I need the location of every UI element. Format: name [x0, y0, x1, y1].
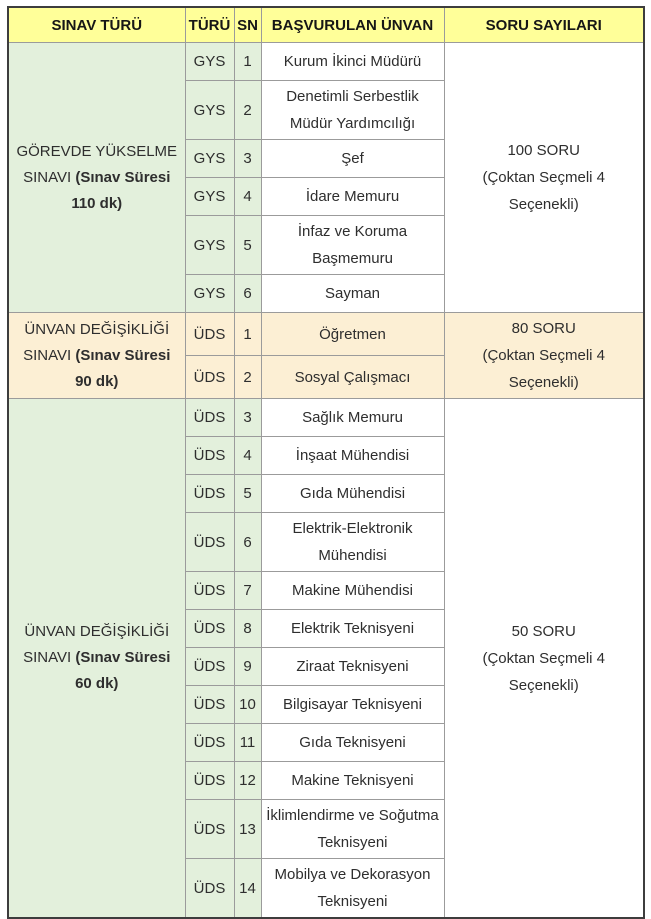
row-number-cell: 4: [234, 178, 261, 216]
applied-title-cell: Öğretmen: [261, 313, 444, 356]
question-count: 100 SORU: [507, 142, 581, 159]
row-number-cell: 13: [234, 800, 261, 859]
exam-type-cell: ÜDS: [185, 572, 234, 610]
applied-title-cell: Makine Mühendisi: [261, 572, 444, 610]
exam-type-cell: ÜDS: [185, 399, 234, 437]
exam-group-title: ÜNVAN DEĞİŞİKLİĞİ SINAVI: [23, 623, 170, 666]
exam-group-title: ÜNVAN DEĞİŞİKLİĞİ SINAVI: [23, 320, 170, 364]
exam-type-cell: ÜDS: [185, 513, 234, 572]
row-number-cell: 10: [234, 686, 261, 724]
exam-type-cell: ÜDS: [185, 859, 234, 919]
applied-title-cell: Elektrik-Elektronik Mühendisi: [261, 513, 444, 572]
question-count-cell: [444, 43, 644, 313]
applied-title-cell: Gıda Teknisyeni: [261, 724, 444, 762]
header-sn: SN: [234, 7, 261, 43]
exam-schedule-table: [7, 6, 645, 919]
row-number-cell: 1: [234, 43, 261, 81]
exam-type-cell: GYS: [185, 140, 234, 178]
question-count: 80 SORU: [511, 320, 576, 337]
question-format: (Çoktan Seçmeli 4 Seçenekli): [482, 649, 606, 694]
table-header-row: [8, 7, 644, 43]
exam-group-title-cell: [8, 43, 185, 313]
applied-title-cell: İnfaz ve Koruma Başmemuru: [261, 216, 444, 275]
row-number-cell: 2: [234, 356, 261, 399]
header-sinav-turu: SINAV TÜRÜ: [8, 7, 185, 43]
applied-title-cell: Bilgisayar Teknisyeni: [261, 686, 444, 724]
row-number-cell: 2: [234, 81, 261, 140]
row-number-cell: 14: [234, 859, 261, 919]
exam-group-duration: (Sınav Süresi 110 dk): [71, 168, 171, 212]
applied-title-cell: Sosyal Çalışmacı: [261, 356, 444, 399]
exam-type-cell: GYS: [185, 216, 234, 275]
applied-title-cell: İnşaat Mühendisi: [261, 437, 444, 475]
applied-title-cell: İklimlendirme ve Soğutma Teknisyeni: [261, 800, 444, 859]
exam-type-cell: ÜDS: [185, 762, 234, 800]
row-number-cell: 12: [234, 762, 261, 800]
question-format: (Çoktan Seçmeli 4 Seçenekli): [482, 347, 606, 391]
exam-group-title-cell: [8, 399, 185, 919]
row-number-cell: 3: [234, 399, 261, 437]
applied-title-cell: Sağlık Memuru: [261, 399, 444, 437]
table-row: [8, 313, 644, 356]
applied-title-cell: Elektrik Teknisyeni: [261, 610, 444, 648]
exam-group-title-cell: [8, 313, 185, 399]
row-number-cell: 5: [234, 475, 261, 513]
exam-type-cell: GYS: [185, 81, 234, 140]
exam-group-duration: (Sınav Süresi 90 dk): [75, 346, 171, 390]
row-number-cell: 7: [234, 572, 261, 610]
exam-group-title: GÖREVDE YÜKSELME SINAVI: [16, 142, 178, 186]
exam-group-duration: (Sınav Süresi 60 dk): [75, 649, 171, 692]
exam-type-cell: ÜDS: [185, 686, 234, 724]
applied-title-cell: Makine Teknisyeni: [261, 762, 444, 800]
applied-title-cell: Kurum İkinci Müdürü: [261, 43, 444, 81]
exam-type-cell: GYS: [185, 43, 234, 81]
exam-type-cell: GYS: [185, 178, 234, 216]
question-count: 50 SORU: [511, 622, 576, 640]
row-number-cell: 6: [234, 513, 261, 572]
row-number-cell: 8: [234, 610, 261, 648]
header-unvan: BAŞVURULAN ÜNVAN: [261, 7, 444, 43]
question-format: (Çoktan Seçmeli 4 Seçenekli): [482, 169, 606, 213]
header-turu: TÜRÜ: [185, 7, 234, 43]
exam-type-cell: ÜDS: [185, 475, 234, 513]
header-soru: SORU SAYILARI: [444, 7, 644, 43]
exam-type-cell: ÜDS: [185, 724, 234, 762]
row-number-cell: 3: [234, 140, 261, 178]
exam-type-cell: GYS: [185, 275, 234, 313]
row-number-cell: 5: [234, 216, 261, 275]
exam-type-cell: ÜDS: [185, 356, 234, 399]
exam-type-cell: ÜDS: [185, 648, 234, 686]
question-count-cell: [444, 399, 644, 919]
row-number-cell: 1: [234, 313, 261, 356]
exam-type-cell: ÜDS: [185, 610, 234, 648]
exam-type-cell: ÜDS: [185, 313, 234, 356]
exam-type-cell: ÜDS: [185, 800, 234, 859]
question-count-cell: [444, 313, 644, 399]
applied-title-cell: İdare Memuru: [261, 178, 444, 216]
row-number-cell: 9: [234, 648, 261, 686]
applied-title-cell: Ziraat Teknisyeni: [261, 648, 444, 686]
row-number-cell: 6: [234, 275, 261, 313]
row-number-cell: 11: [234, 724, 261, 762]
applied-title-cell: Sayman: [261, 275, 444, 313]
table-row: [8, 399, 644, 437]
applied-title-cell: Gıda Mühendisi: [261, 475, 444, 513]
table-row: [8, 43, 644, 81]
row-number-cell: 4: [234, 437, 261, 475]
applied-title-cell: Mobilya ve Dekorasyon Teknisyeni: [261, 859, 444, 919]
applied-title-cell: Şef: [261, 140, 444, 178]
exam-type-cell: ÜDS: [185, 437, 234, 475]
applied-title-cell: Denetimli Serbestlik Müdür Yardımcılığı: [261, 81, 444, 140]
